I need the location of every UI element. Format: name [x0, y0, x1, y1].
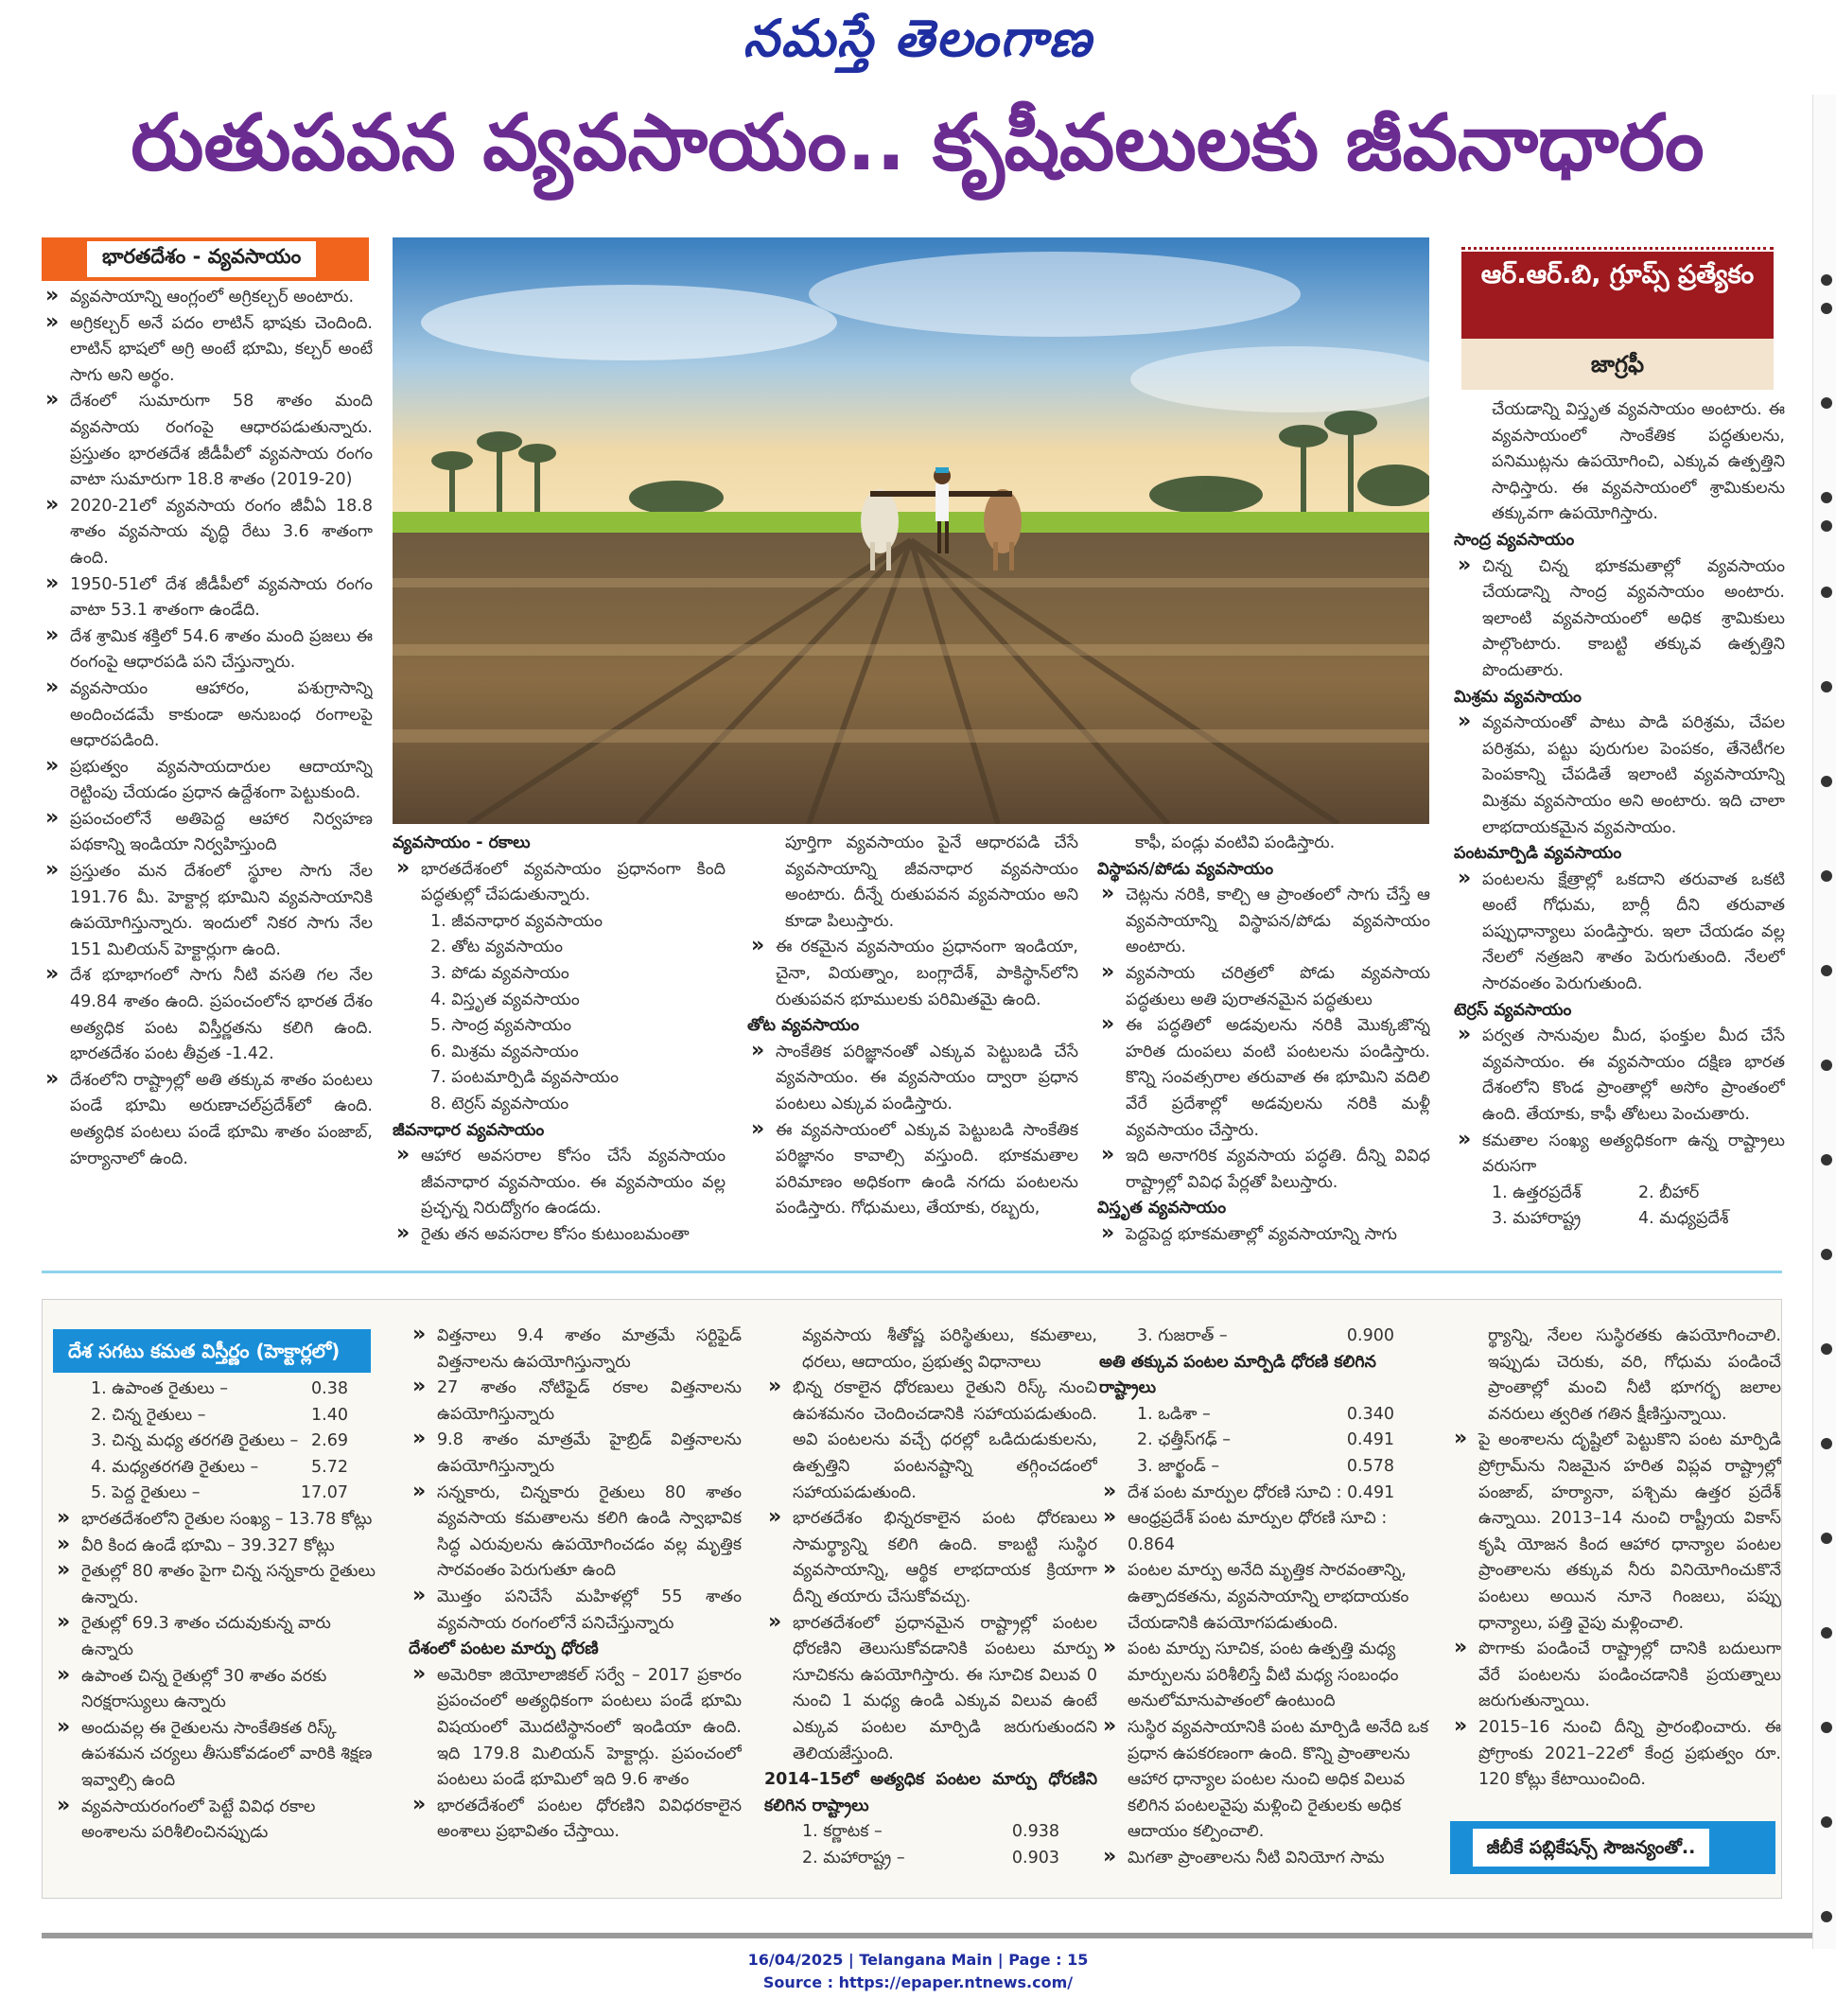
bullet-item: » 1950-51లో దేశ జీడీపీలో వ్యవసాయ రంగం వాటా 53.1 శాతంగా ఉండేది.: [42, 572, 373, 624]
rrb-box-title: ఆర్.ఆర్.బి, గ్రూప్స్ ప్రత్యేకం: [1480, 260, 1755, 289]
stat-value: 0.938: [1011, 1822, 1059, 1842]
plantation-heading: తోట వ్యవసాయం: [747, 1016, 860, 1036]
geography-label: జాగ్రఫీ: [1461, 339, 1774, 390]
bullet-item: » ప్రస్తుతం మన దేశంలో స్థూల సాగు నేల 191.76 మీ. హెక్టార్ల భూమిని వ్యవసాయానికి ఉపయోగిస్తున్నారు. ఇందులో నికర సాగు నేల 151 మిలియన్ హెక్టార్లుగా ఉంది.: [42, 859, 373, 963]
type-list-item: 7. పంటమార్పిడి వ్యవసాయం: [430, 1068, 619, 1088]
footer-rule: [42, 1933, 1836, 1938]
bullet-item: » అగ్రికల్చర్ అనే పదం లాటిన్ భాషకు చెందింది. లాటిన్ భాషలో అగ్రి అంటే భూమి, కల్చర్ అంటే సాగు అని అర్థం.: [42, 311, 373, 390]
type-list-item: 4. విస్తృత వ్యవసాయం: [430, 990, 580, 1009]
stat-label: 1. ఒడిశా –: [1137, 1404, 1211, 1424]
state-item: 1. ఉత్తరప్రదేశ్: [1492, 1183, 1582, 1202]
stat-label: 3. చిన్న మధ్య తరగతి రైతులు –: [91, 1431, 299, 1451]
bullet-item: » ఈ రకమైన వ్యవసాయం ప్రధానంగా ఇండియా, చైనా, వియత్నాం, బంగ్లాదేశ్, పాకిస్థాన్‌లోని రుతుపవన భూములకు పరిమితమై ఉంది.: [747, 935, 1078, 1013]
column-holding-size: [53, 1376, 386, 1887]
stat-label: 3. జార్ఖండ్ –: [1137, 1456, 1220, 1476]
state-index-row: [1099, 1402, 1432, 1429]
extensive-heading: విస్తృత వ్యవసాయం: [1097, 1199, 1227, 1218]
bullet-item: » వ్యవసాయాన్ని ఆంగ్లంలో అగ్రికల్చర్ అంటారు.: [42, 285, 373, 311]
bullet-item: » భారతదేశంలో వ్యవసాయం ప్రధానంగా కింది పద్ధతుల్లో చేపడుతున్నారు.: [393, 857, 726, 909]
state-index-row: [764, 1819, 1097, 1846]
states-list: [1454, 1181, 1785, 1233]
bullet-item: » ఇది అనాగరిక వ్యవసాయ పద్ధతి. దీన్ని వివిధ రాష్ట్రాల్లో వివిధ పేర్లతో పిలుస్తారు.: [1097, 1144, 1430, 1196]
stat-value: 0.38: [311, 1379, 348, 1398]
bullet-item: » 2020-21లో వ్యవసాయ రంగం జీవీఏ 18.8 శాతం వ్యవసాయ వృద్ధి రేటు 3.6 శాతంగా ఉంది.: [42, 494, 373, 572]
page-headline: రుతుపవన వ్యవసాయం.. కృషీవలులకు జీవనాధారం: [131, 98, 1705, 188]
holding-size-row: [53, 1429, 386, 1455]
bullet-item: » పంట మార్పు సూచిక, పంట ఉత్పత్తి మధ్య మార్పులను పరిశీలిస్తే వీటి మధ్య సంబంధం అనులోమానుపాతంలో ఉంటుంది: [1099, 1637, 1432, 1715]
state-index-row: [1099, 1324, 1432, 1350]
column-subsistence-plantation: [747, 831, 1078, 1256]
state-item: 3. మహారాష్ట్ర: [1492, 1209, 1582, 1229]
intensive-heading: సాంద్ర వ్యవసాయం: [1454, 530, 1575, 550]
bullet-item: » విత్తనాలు 9.4 శాతం మాత్రమే సర్టిఫైడ్ విత్తనాలను ఉపయోగిస్తున్నారు: [409, 1324, 742, 1376]
bullet-item: » రైతుల్లో 80 శాతం పైగా చిన్న సన్నకారు రైతులు ఉన్నారు.: [53, 1559, 386, 1611]
bullet-item: » దేశ పంట మార్పుల ధోరణి సూచి : 0.491: [1099, 1481, 1432, 1507]
mixed-heading: మిశ్రమ వ్యవసాయం: [1454, 687, 1582, 707]
publication-credit-badge: [1450, 1821, 1775, 1874]
bullet-item: » వ్యవసాయరంగంలో పెట్టే వివిధ రకాల అంశాలను పరిశీలించినప్పుడు: [53, 1795, 386, 1847]
bullet-item: » మిగతా ప్రాంతాలను నీటి వినియోగ సామ: [1099, 1846, 1432, 1872]
bullet-item: » ఈ వ్యవసాయంలో ఎక్కువ పెట్టుబడి సాంకేతిక పరిజ్ఞానం కావాల్సి వస్తుంది. భూకమతాల పరిమాణం అధికంగా ఉండి నగదు పంటలను పండిస్తారు. గోధుమలు, తేయాకు, రబ్బరు,: [747, 1118, 1078, 1222]
stat-label: 4. మధ్యతరగతి రైతులు –: [91, 1457, 259, 1477]
crop-trend-heading: దేశంలో పంటల మార్పు ధోరణి: [409, 1639, 599, 1659]
bullet-item: » సుస్థిర వ్యవసాయానికి పంట మార్పిడి అనేది ఒక ప్రధాన ఉపకరణంగా ఉంది. కొన్ని ప్రాంతాలను ఆహార ధాన్యాల పంటల నుంచి అధిక విలువ కలిగిన పంటలవైపు మళ్లించి రైతులకు అధిక ఆదాయం కల్పించాలి.: [1099, 1715, 1432, 1846]
masthead-logo: నమస్తే తెలంగాణ: [743, 8, 1093, 68]
stat-label: 2. చిన్న రైతులు –: [91, 1405, 206, 1425]
bullet-item: » భారతదేశంలో పంటల ధోరణిని వివిధరకాలైన అంశాలు ప్రభావితం చేస్తాయి.: [409, 1794, 742, 1846]
bullet-item: » సాంకేతిక పరిజ్ఞానంతో ఎక్కువ పెట్టుబడి చేసే వ్యవసాయం. ఈ వ్యవసాయం ద్వారా ప్రధాన పంటలు ఎక్కువ పండిస్తారు.: [747, 1040, 1078, 1118]
bullet-item: » పెద్దపెద్ద భూకమతాల్లో వ్యవసాయాన్ని సాగు: [1097, 1222, 1430, 1249]
bullet-item: » ఉపాంత చిన్న రైతుల్లో 30 శాతం వరకు నిరక్షరాస్యులు ఉన్నారు: [53, 1664, 386, 1716]
bullet-item: » పంటలను క్షేత్రాల్లో ఒకదాని తరువాత ఒకటి అంటే గోధుమ, బార్లీ దీని తరువాత పప్పుధాన్యాలు పండిస్తారు. ఇలా చేయడం వల్ల నేలలో నత్రజని శాతం పెరుగుతుంది. నేలలో సారవంతం పెరుగుతుంది.: [1454, 868, 1785, 998]
adjacent-page-strip: [1812, 95, 1836, 1949]
bullet-item: » 9.8 శాతం మాత్రమే హైబ్రిడ్ విత్తనాలను ఉపయోగిస్తున్నారు: [409, 1428, 742, 1480]
stat-value: 1.40: [311, 1405, 348, 1425]
bullet-item: » భారతదేశంలోని రైతుల సంఖ్య – 13.78 కోట్లు: [53, 1507, 386, 1534]
type-list-item: 2. తోట వ్యవసాయం: [430, 938, 563, 957]
stat-value: 5.72: [311, 1457, 348, 1477]
types-heading: వ్యవసాయం - రకాలు: [393, 833, 531, 852]
bullet-item: » పర్వత సానువుల మీద, ఫంక్తుల మీద చేసే వ్యవసాయం. ఈ వ్యవసాయం దక్షిణ భారత దేశంలోని కొండ ప్రాంతాల్లో అసోం ప్రాంతంలో ఉంది. తేయాకు, కాఫీ తోటలు పెంచుతారు.: [1454, 1024, 1785, 1128]
column-low-diversification-states: [1099, 1324, 1432, 1891]
column-intensive-mixed-terrace: [1454, 397, 1785, 1258]
bullet-item: » 2015–16 నుంచి దీన్ని ప్రారంభించారు. ఈ ప్రోగ్రాంకు 2021–22లో కేంద్ర ప్రభుత్వం రూ. 120 కోట్లు కేటాయించింది.: [1450, 1715, 1781, 1794]
crop-rotation-heading: పంటమార్పిడి వ్యవసాయం: [1454, 844, 1622, 864]
type-list-item: 8. టెర్రస్ వ్యవసాయం: [430, 1094, 569, 1113]
stat-label: 1. కర్ణాటక –: [802, 1822, 883, 1842]
bullet-item: » అమెరికా జియోలాజికల్ సర్వే – 2017 ప్రకారం ప్రపంచంలో అత్యధికంగా పంటలు పండే భూమి విషయంలో మొదటిస్థానంలో ఇండియా ఉంది. ఇది 179.8 మిలియన్ హెక్టార్లు. ప్రపంచంలో పంటలు పండే భూమిలో ఇది 9.6 శాతం: [409, 1663, 742, 1794]
bullet-item: » భారతదేశంలో ప్రధానమైన రాష్ట్రాల్లో పంటల ధోరణిని తెలుసుకోవడానికి పంటలు మార్పు సూచికను ఉపయోగిస్తారు. ఈ సూచిక విలువ 0 నుంచి 1 మధ్య ఉండి ఎక్కువ విలువ ఉంటే ఎక్కువ పంటల మార్పిడి జరుగుతుందని తెలియజేస్తుంది.: [764, 1611, 1097, 1768]
low-diversification-heading: అతి తక్కువ పంటల మార్పిడి ధోరణి కలిగిన రాష్ట్రాలు: [1099, 1352, 1376, 1398]
state-item: 2. బీహార్: [1638, 1183, 1700, 1202]
stat-label: 3. గుజరాత్ –: [1137, 1326, 1228, 1345]
bullet-item: » మొత్తం పనిచేసే మహిళల్లో 55 శాతం వ్యవసాయ రంగంలోనే పనిచేస్తున్నారు: [409, 1585, 742, 1637]
bullet-item: » వీరి కింద ఉండే భూమి – 39.327 కోట్లు: [53, 1534, 386, 1560]
holding-size-row: [53, 1481, 386, 1507]
bullet-item: » పొగాకు పండించే రాష్ట్రాల్లో దానికి బదులుగా వేరే పంటలను పండించడానికి ప్రయత్నాలు జరుగుతున్నాయి.: [1450, 1637, 1781, 1715]
bullet-item: » ఆహార అవసరాల కోసం చేసే వ్యవసాయం జీవనాధార వ్యవసాయం. ఈ వ్యవసాయం వల్ల ప్రచ్ఛన్న నిరుద్యోగం ఉండదు.: [393, 1144, 726, 1222]
bullet-item: » చిన్న చిన్న భూకమతాల్లో వ్యవసాయం చేయడాన్ని సాంద్ర వ్యవసాయం అంటారు. ఇలాంటి వ్యవసాయంలో అధిక శ్రామికులు పాల్గొంటారు. కాబట్టి తక్కువ ఉత్పత్తిని పొందుతారు.: [1454, 554, 1785, 685]
stat-value: 0.578: [1346, 1456, 1394, 1476]
bullet-item: » ఆంధ్రప్రదేశ్ పంట మార్పుల ధోరణి సూచి : 0.864: [1099, 1506, 1432, 1558]
bullet-item: » ఈ పద్ధతిలో అడవులను నరికి మొక్కజొన్న హరిత దుంపలు వంటి పంటలను పండిస్తారు. కొన్ని సంవత్సరాల తరువాత ఈ భూమిని వదిలి వేరే ప్రదేశాల్లో అడవులను నరికి మళ్లీ వ్యవసాయం చేస్తారు.: [1097, 1013, 1430, 1144]
column-india-agriculture: [42, 285, 373, 1250]
column-crop-diversification-programme: [1450, 1324, 1781, 1815]
footer-source-link[interactable]: Source : https://epaper.ntnews.com/: [762, 1973, 1074, 1991]
farmer-ploughing-photo: [393, 237, 1429, 824]
shifting-heading: విస్థాపన/పోడు వ్యవసాయం: [1097, 859, 1274, 879]
bullet-item: » వ్యవసాయంతో పాటు పాడి పరిశ్రమ, చేపల పరిశ్రమ, పట్టు పురుగుల పెంపకం, తేనెటీగల పెంపకాన్ని చేపడితే ఇలాంటి వ్యవసాయాన్ని మిశ్రమ వ్యవసాయం అని అంటారు. ఇది చాలా లాభదాయకమైన వ్యవసాయం.: [1454, 710, 1785, 841]
stat-label: 2. మహారాష్ట్ర –: [802, 1848, 905, 1867]
publication-credit-text: జీబీకే పబ్లికేషన్స్ సౌజన్యంతో..: [1473, 1829, 1709, 1867]
box-top-rule: [1461, 247, 1774, 251]
column-shifting-agriculture: [1097, 831, 1430, 1256]
type-list-item: 5. సాంద్ర వ్యవసాయం: [430, 1016, 572, 1036]
section-tag-india-agriculture: [42, 237, 369, 281]
farm-field-illustration: [393, 237, 1429, 824]
column-agriculture-types: [393, 831, 726, 1256]
bullet-item: » వ్యవసాయ చరిత్రలో పోడు వ్యవసాయ పద్ధతులు అతి పురాతనమైన పద్ధతులు: [1097, 961, 1430, 1013]
bullet-item: » రైతుల్లో 69.3 శాతం చదువుకున్న వారు ఉన్నారు: [53, 1611, 386, 1663]
section-tag-holding-size: దేశ సగటు కమత విస్తీర్ణం (హెక్టార్లలో): [53, 1329, 371, 1373]
lead-paragraph: చేయడాన్ని విస్తృత వ్యవసాయం అంటారు. ఈ వ్యవసాయంలో సాంకేతిక పద్ధతులను, పనిముట్లను ఉపయోగించి, ఎక్కువ ఉత్పత్తిని సాధిస్తారు. ఈ వ్యవసాయంలో శ్రామికులను తక్కువగా ఉపయోగిస్తారు.: [1492, 400, 1785, 524]
type-list-item: 3. పోడు వ్యవసాయం: [430, 963, 569, 983]
state-index-row: [1099, 1428, 1432, 1454]
bullet-item: » సన్నకారు, చిన్నకారు రైతులు 80 శాతం వ్యవసాయ కమతాలను కలిగి ఉండి స్వాభావిక సిద్ధ ఎరువులను ఉపయోగించడం వల్ల మృత్తిక సారవంతం పెరుగుతూ ఉంది: [409, 1481, 742, 1585]
column-crop-diversification: [764, 1324, 1097, 1891]
section-divider: [42, 1271, 1782, 1273]
footer-date-page: 16/04/2025 | Telangana Main | Page : 15: [747, 1951, 1089, 1969]
state-index-row: [764, 1846, 1097, 1872]
bullet-item: » వ్యవసాయం ఆహారం, పశుగ్రాసాన్ని అందించడమే కాకుండా అనుబంధ రంగాలపై ఆధారపడింది.: [42, 676, 373, 755]
stat-value: 0.903: [1011, 1848, 1059, 1867]
bullet-item: » రైతు తన అవసరాల కోసం కుటుంబమంతా: [393, 1222, 726, 1249]
state-item: 4. మధ్యప్రదేశ్: [1638, 1209, 1729, 1229]
bullet-item: » చెట్లను నరికి, కాల్చి ఆ ప్రాంతంలో సాగు చేస్తే ఆ వ్యవసాయాన్ని విస్థాపన/పోడు వ్యవసాయం అంటారు.: [1097, 883, 1430, 961]
holding-size-row: [53, 1403, 386, 1429]
bullet-item: » దేశంలో సుమారుగా 58 శాతం మంది వ్యవసాయ రంగంపై ఆధారపడుతున్నారు. ప్రస్తుతం భారతదేశ జీడీపీలో వ్యవసాయ రంగం వాటా సుమారుగా 18.8 శాతం (2019-20): [42, 389, 373, 493]
bullet-item: » ప్రభుత్వం వ్యవసాయదారుల ఆదాయాన్ని రెట్టింపు చేయడం ప్రధాన ఉద్దేశంగా పెట్టుకుంది.: [42, 755, 373, 807]
bullet-item: » భిన్న రకాలైన ధోరణులు రైతుని రిస్క్ నుంచి ఉపశమనం చెందించడానికి సహాయపడుతుంది. అవి పంటలను వచ్చే ధరల్లో ఒడిదుడుకులను, ఉత్పత్తిని పంటనష్టాన్ని తగ్గించడంలో సహాయపడుతుంది.: [764, 1376, 1097, 1506]
high-diversification-heading: 2014–15లో అత్యధిక పంటల మార్పు ధోరణిని కలిగిన రాష్ట్రాలు: [764, 1770, 1097, 1815]
bullet-item: » 27 శాతం నోటిఫైడ్ రకాల విత్తనాలను ఉపయోగిస్తున్నారు: [409, 1376, 742, 1428]
stat-label: 5. పెద్ద రైతులు –: [91, 1483, 201, 1503]
section-tag-label: భారతదేశం - వ్యవసాయం: [87, 241, 316, 277]
lead-paragraph: కాఫీ, పండ్లు వంటివి పండిస్తారు.: [1135, 833, 1336, 852]
bullet-item: » అందువల్ల ఈ రైతులను సాంకేతికత రిస్క్ ఉపశమన చర్యలు తీసుకోవడంలో వారికి శిక్షణ ఇవ్వాల్సి ఉంది: [53, 1716, 386, 1795]
holding-size-row: [53, 1376, 386, 1403]
bullet-item: » పంటల మార్పు అనేది మృత్తిక సారవంతాన్ని, ఉత్పాదకతను, వ్యవసాయాన్ని లాభదాయకం చేయడానికి ఉపయోగపడుతుంది.: [1099, 1558, 1432, 1637]
bullet-item: » దేశంలోని రాష్ట్రాల్లో అతి తక్కువ శాతం పంటలు పండే భూమి అరుణాచల్‌ప్రదేశ్‌లో ఉంది. అత్యధిక పంటలు పండే భూమి శాతం పంజాబ్, హర్యానాలో ఉంది.: [42, 1068, 373, 1172]
bullet-item: » పై అంశాలను దృష్టిలో పెట్టుకొని పంట మార్పిడి ప్రోగ్రామ్‌ను నిజమైన హరిత విప్లవ రాష్ట్రాల్లో పంజాబ్, హర్యానా, పశ్చిమ ఉత్తర ప్రదేశ్ ఉన్నాయి. 2013–14 నుంచి రాష్ట్రీయ వికాస్ కృషి యోజన కింద ఆహార ధాన్యాల పంటల ప్రాంతాలను తక్కువ నీరు వినియోగించుకొనే పంటలు అయిన నూనె గింజలు, పప్పు ధాన్యాలు, పత్తి వైపు మళ్లించాలి.: [1450, 1428, 1781, 1637]
lead-paragraph: వ్యవసాయ శీతోష్ణ పరిస్థితులు, కమతాలు, ధరలు, ఆదాయం, ప్రభుత్వ విధానాలు: [802, 1326, 1097, 1372]
bullet-item: » కమతాల సంఖ్య అత్యధికంగా ఉన్న రాష్ట్రాలు వరుసగా: [1454, 1129, 1785, 1181]
bullet-item: » ప్రపంచంలోనే అతిపెద్ద ఆహార నిర్వహణ పథకాన్ని ఇండియా నిర్వహిస్తుంది: [42, 807, 373, 859]
type-list-item: 6. మిశ్రమ వ్యవసాయం: [430, 1042, 579, 1061]
lead-paragraph: ర్థ్యాన్ని, నేలల సుస్థిరతకు ఉపయోగించాలి. ఇప్పుడు చెరుకు, వరి, గోధుమ పండించే ప్రాంతాల్లో మంచి నీటి భూగర్భ జలాల వనరులు త్వరిత గతిన క్షీణిస్తున్నాయి.: [1488, 1326, 1781, 1424]
stat-value: 0.900: [1346, 1326, 1394, 1345]
holding-size-row: [53, 1455, 386, 1481]
rrb-groups-special-box: [1461, 252, 1774, 339]
subsistence-heading: జీవనాధార వ్యవసాయం: [393, 1120, 545, 1140]
type-list-item: 1. జీవనాధార వ్యవసాయం: [430, 911, 603, 931]
stat-value: 0.340: [1346, 1404, 1394, 1424]
bullet-item: » దేశ శ్రామిక శక్తిలో 54.6 శాతం మంది ప్రజలు ఈ రంగంపై ఆధారపడి పని చేస్తున్నారు.: [42, 624, 373, 676]
bullet-item: » భారతదేశం భిన్నరకాలైన పంట ధోరణులు సామర్థ్యాన్ని కలిగి ఉంది. కాబట్టి సుస్థిర వ్యవసాయాన్ని, ఆర్థిక లాభదాయక క్రియాగా దీన్ని తయారు చేసుకోవచ్చు.: [764, 1506, 1097, 1610]
lead-paragraph: పూర్తిగా వ్యవసాయం పైనే ఆధారపడి చేసే వ్యవసాయాన్ని జీవనాధార వ్యవసాయం అంటారు. దీన్నే రుతుపవన వ్యవసాయం అని కూడా పిలుస్తారు.: [785, 833, 1078, 931]
stat-value: 17.07: [300, 1483, 348, 1503]
page-footer: [0, 1949, 1836, 1994]
state-index-row: [1099, 1454, 1432, 1481]
stat-label: 1. ఉపాంత రైతులు –: [91, 1379, 228, 1398]
stat-value: 2.69: [311, 1431, 348, 1451]
bullet-item: » దేశ భూభాగంలో సాగు నీటి వసతి గల నేల 49.84 శాతం ఉంది. ప్రపంచంలోన భారత దేశం అత్యధిక పంట విస్తీర్ణతను కలిగి ఉంది. భారతదేశం పంట తీవ్రత -1.42.: [42, 963, 373, 1067]
stat-value: 0.491: [1346, 1430, 1394, 1450]
stat-label: 2. ఛత్తీస్‌గఢ్ –: [1137, 1430, 1231, 1450]
column-seeds-crop-trends: [409, 1324, 742, 1891]
terrace-heading: టెర్రస్ వ్యవసాయం: [1454, 1000, 1572, 1020]
